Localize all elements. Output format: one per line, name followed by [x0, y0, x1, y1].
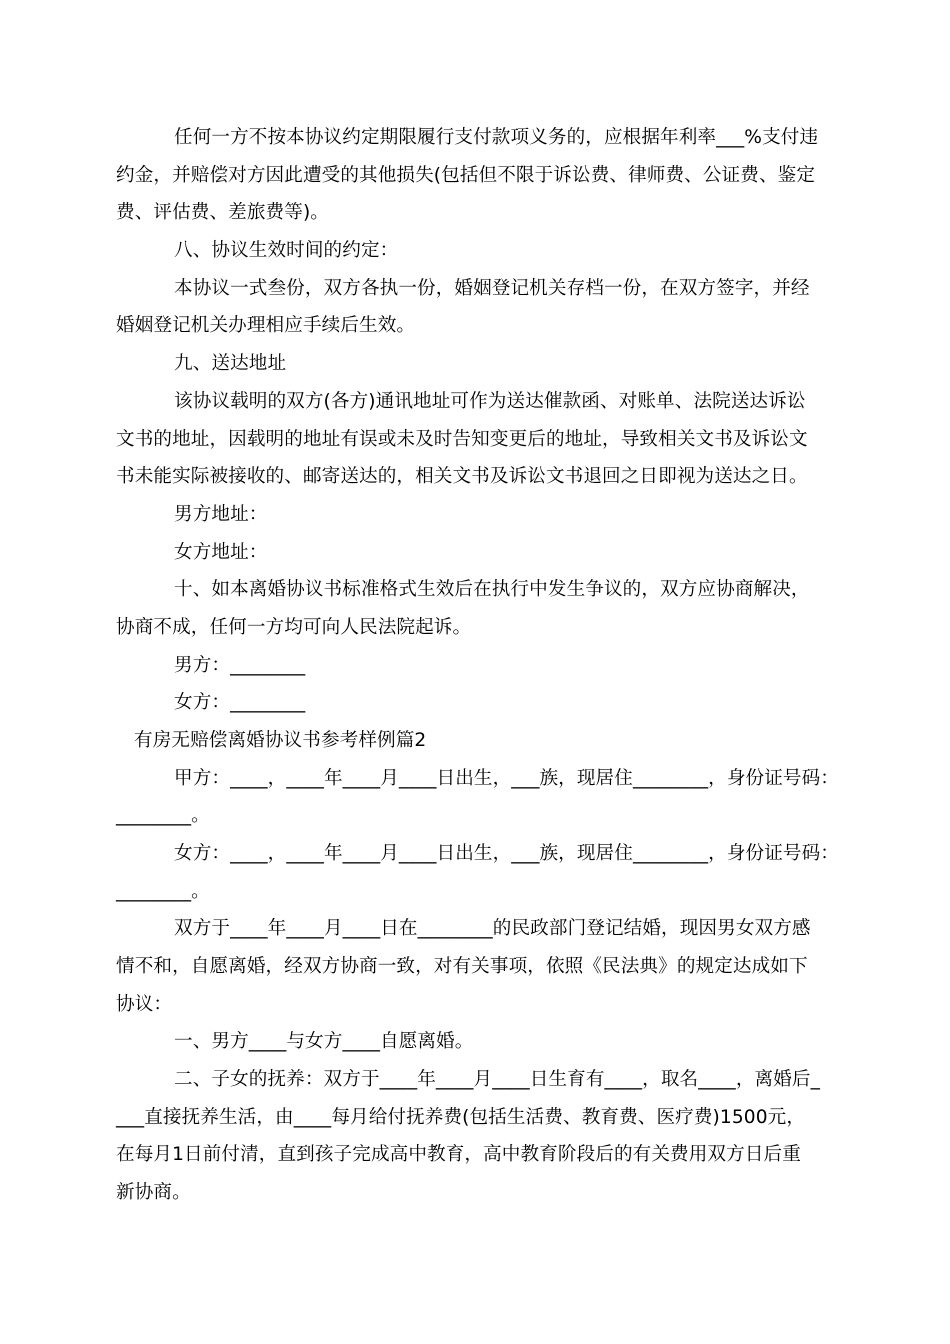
address-label: 男方地址：: [174, 504, 268, 525]
paragraph-line: 约金，并赔偿对方因此遭受的其他损失(包括但不限于诉讼费、律师费、公证费、鉴定: [116, 165, 816, 186]
party-info-line: ________。: [116, 881, 210, 902]
paragraph-line: 婚姻登记机关办理相应手续后生效。: [116, 315, 416, 336]
paragraph-line: 一、男方____与女方____自愿离婚。: [174, 1031, 474, 1052]
paragraph-line: 费、评估费、差旅费等)。: [116, 202, 329, 223]
party-info-line: ________。: [116, 805, 210, 826]
paragraph-line: 文书的地址，因载明的地址有误或未及时告知变更后的地址，导致相关文书及诉讼文: [116, 429, 808, 450]
party-info-line: 甲方：____，____年____月____日出生，___族，现居住________，身份证号码：: [174, 768, 839, 789]
paragraph-line: 协议：: [116, 994, 173, 1015]
party-info-line: 女方：____，____年____月____日出生，___族，现居住________，身份证号码：: [174, 843, 839, 864]
paragraph-line: 本协议一式叁份，双方各执一份，婚姻登记机关存档一份，在双方签字，并经: [174, 278, 810, 299]
paragraph-line: 情不和，自愿离婚，经双方协商一致，对有关事项，依照《民法典》的规定达成如下: [116, 956, 808, 977]
document-subtitle: 有房无赔偿离婚协议书参考样例篇2: [134, 730, 427, 751]
section-heading: 八、协议生效时间的约定：: [174, 240, 399, 261]
paragraph-line: 新协商。: [116, 1182, 191, 1203]
signature-field: 女方：________: [174, 692, 306, 713]
paragraph-line: 双方于____年____月____日在________的民政部门登记结婚，现因男女双方感: [174, 918, 811, 939]
paragraph-line: 该协议载明的双方(各方)通讯地址可作为送达催款函、对账单、法院送达诉讼: [174, 391, 806, 412]
paragraph-line: ___直接抚养生活，由____每月给付抚养费(包括生活费、教育费、医疗费)1500元，: [116, 1107, 806, 1128]
paragraph-line: 书未能实际被接收的、邮寄送达的，相关文书及诉讼文书退回之日即视为送达之日。: [116, 466, 808, 487]
paragraph-line: 任何一方不按本协议约定期限履行支付款项义务的，应根据年利率___%支付违: [174, 127, 819, 148]
paragraph-line: 协商不成，任何一方均可向人民法院起诉。: [116, 617, 472, 638]
signature-field: 男方：________: [174, 655, 306, 676]
paragraph-line: 二、子女的抚养：双方于____年____月____日生育有____，取名____，离婚后_: [174, 1069, 820, 1090]
section-heading: 九、送达地址: [174, 353, 287, 374]
paragraph-line: 十、如本离婚协议书标准格式生效后在执行中发生争议的，双方应协商解决，: [174, 579, 810, 600]
address-label: 女方地址：: [174, 542, 268, 563]
paragraph-line: 在每月1日前付清，直到孩子完成高中教育，高中教育阶段后的有关费用双方日后重: [116, 1144, 801, 1165]
